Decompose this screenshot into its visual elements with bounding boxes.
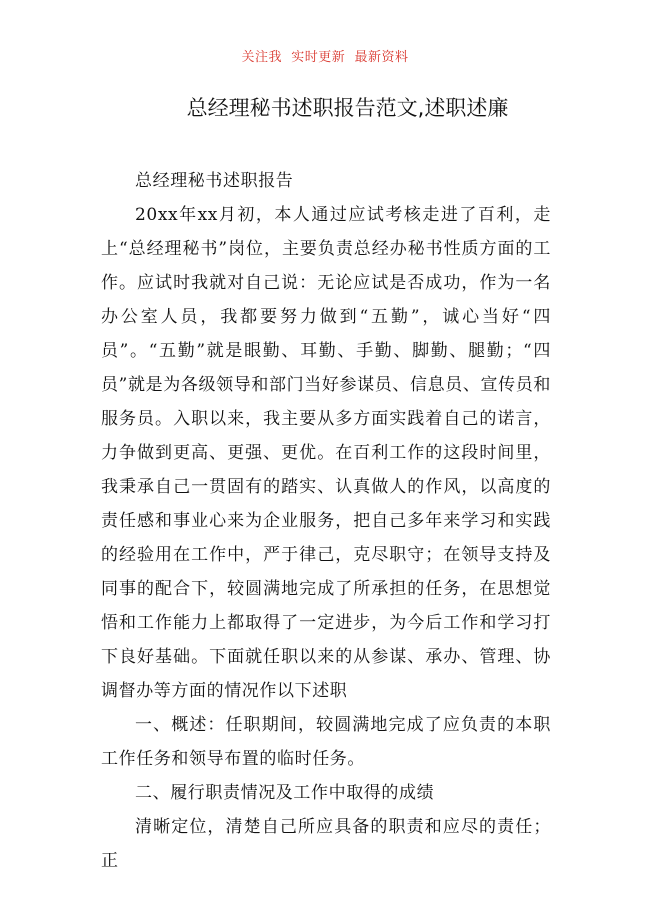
section-heading-duties: 二、履行职责情况及工作中取得的成绩 — [135, 783, 435, 803]
promo-banner: 关注我 实时更新 最新资料 — [241, 50, 409, 65]
paragraph-overview: 一、概述：任职期间，较圆满地完成了应负责的本职工作任务和领导布置的临时任务。 — [101, 715, 551, 769]
report-heading: 总经理秘书述职报告 — [135, 171, 294, 191]
document-title: 总经理秘书述职报告范文,述职述廉 — [186, 96, 509, 120]
paragraph-intro: 20xx年xx月初，本人通过应试考核走进了百利，走上“总经理秘书”岗位，主要负责总经办秘书性质方面的工作。应试时我就对自己说：无论应试是否成功，作为一名办公室人员，我都要努力做到“五勤”，诚心当好“四员”。“五勤”就是眼勤、耳勤、手勤、脚勤、腿勤；“四员”就是为各级领导和部门当好参谋员、信息员、宣传员和服务员。入职以来，我主要从多方面实践着自己的诺言，力争做到更高、更强、更优。在百利工作的这段时间里，我秉承自己一贯固有的踏实、认真做人的作风，以高度的责任感和事业心来为企业服务，把自己多年来学习和实践的经验用在工作中，严于律己，克尽职守；在领导支持及同事的配合下，较圆满地完成了所承担的任务，在思想觉悟和工作能力上都取得了一定进步，为今后工作和学习打下良好基础。下面就任职以来的从参谋、承办、管理、协调督办等方面的情况作以下述职 — [101, 205, 551, 701]
paragraph-positioning: 清晰定位，清楚自己所应具备的职责和应尽的责任；正 — [101, 817, 551, 871]
document-body — [101, 164, 551, 878]
